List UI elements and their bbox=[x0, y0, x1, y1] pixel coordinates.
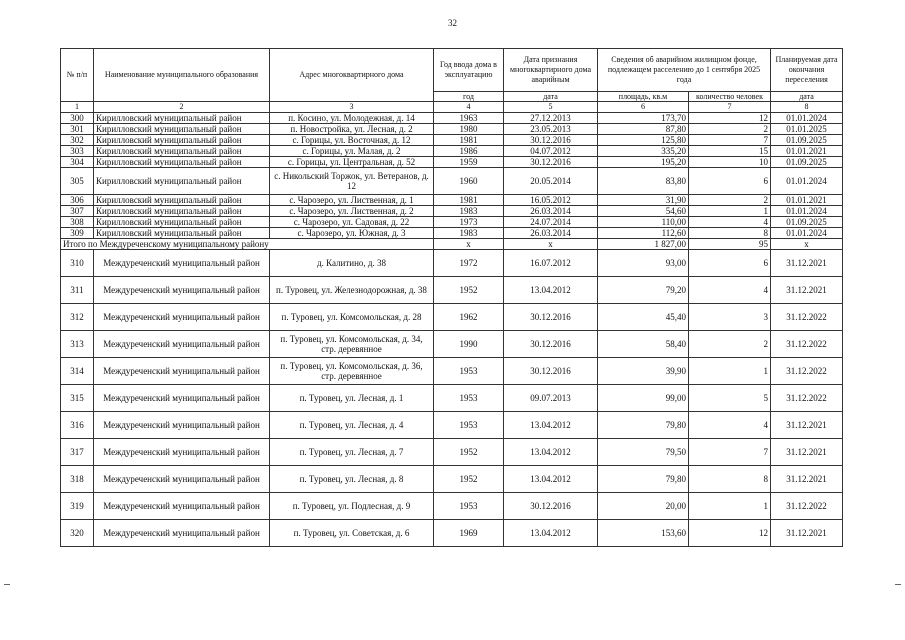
row-number: 316 bbox=[61, 412, 94, 439]
row-number: 304 bbox=[61, 157, 94, 168]
table-row bbox=[61, 135, 843, 146]
row-area: 20,00 bbox=[598, 493, 689, 520]
row-municipality: Междуреченский муниципальный район bbox=[94, 358, 270, 385]
row-year: 1969 bbox=[434, 520, 504, 547]
row-end-date: 01.01.2024 bbox=[771, 113, 843, 124]
row-end-date: 01.01.2025 bbox=[771, 124, 843, 135]
subtotal-date: x bbox=[504, 239, 598, 250]
row-area: 99,00 bbox=[598, 385, 689, 412]
header-info-fund: Сведения об аварийном жилищном фонде, подлежащем расселению до 1 сентября 2025 года bbox=[598, 49, 771, 92]
row-year: 1960 bbox=[434, 168, 504, 195]
row-municipality: Кирилловский муниципальный район bbox=[94, 157, 270, 168]
row-year: 1973 bbox=[434, 217, 504, 228]
row-municipality: Кирилловский муниципальный район bbox=[94, 195, 270, 206]
row-year: 1980 bbox=[434, 124, 504, 135]
row-address: п. Туровец, ул. Лесная, д. 4 bbox=[270, 412, 434, 439]
row-number: 306 bbox=[61, 195, 94, 206]
row-end-date: 01.09.2025 bbox=[771, 135, 843, 146]
row-recognition-date: 26.03.2014 bbox=[504, 206, 598, 217]
subtotal-end: x bbox=[771, 239, 843, 250]
row-recognition-date: 30.12.2016 bbox=[504, 331, 598, 358]
row-people: 3 bbox=[689, 304, 771, 331]
row-municipality: Междуреченский муниципальный район bbox=[94, 304, 270, 331]
row-address: п. Туровец, ул. Лесная, д. 8 bbox=[270, 466, 434, 493]
subheader-area: площадь, кв.м bbox=[598, 92, 689, 102]
row-end-date: 31.12.2021 bbox=[771, 250, 843, 277]
column-number: 1 bbox=[61, 102, 94, 113]
row-address: п. Туровец, ул. Лесная, д. 7 bbox=[270, 439, 434, 466]
row-end-date: 01.01.2021 bbox=[771, 195, 843, 206]
row-number: 301 bbox=[61, 124, 94, 135]
row-area: 79,20 bbox=[598, 277, 689, 304]
table-header bbox=[61, 49, 843, 102]
row-municipality: Кирилловский муниципальный район bbox=[94, 113, 270, 124]
row-address: с. Горицы, ул. Малая, д. 2 bbox=[270, 146, 434, 157]
row-number: 320 bbox=[61, 520, 94, 547]
row-end-date: 31.12.2022 bbox=[771, 493, 843, 520]
row-year: 1981 bbox=[434, 195, 504, 206]
row-people: 1 bbox=[689, 493, 771, 520]
row-number: 310 bbox=[61, 250, 94, 277]
row-recognition-date: 30.12.2016 bbox=[504, 304, 598, 331]
row-year: 1963 bbox=[434, 113, 504, 124]
row-year: 1953 bbox=[434, 358, 504, 385]
row-people: 6 bbox=[689, 250, 771, 277]
header-year-commission: Год ввода дома в эксплуатацию bbox=[434, 49, 504, 92]
row-recognition-date: 30.12.2016 bbox=[504, 157, 598, 168]
column-number: 2 bbox=[94, 102, 270, 113]
table-row bbox=[61, 217, 843, 228]
table-body bbox=[61, 102, 843, 547]
table-row bbox=[61, 277, 843, 304]
row-recognition-date: 23.05.2013 bbox=[504, 124, 598, 135]
header-planned-end: Планируемая дата окончания переселения bbox=[771, 49, 843, 92]
row-people: 8 bbox=[689, 466, 771, 493]
row-year: 1953 bbox=[434, 493, 504, 520]
row-year: 1972 bbox=[434, 250, 504, 277]
row-area: 153,60 bbox=[598, 520, 689, 547]
table-row bbox=[61, 124, 843, 135]
row-end-date: 01.01.2024 bbox=[771, 168, 843, 195]
column-number: 4 bbox=[434, 102, 504, 113]
row-people: 7 bbox=[689, 135, 771, 146]
row-people: 4 bbox=[689, 217, 771, 228]
row-address: с. Чарозеро, ул. Лиственная, д. 1 bbox=[270, 195, 434, 206]
row-recognition-date: 04.07.2012 bbox=[504, 146, 598, 157]
row-recognition-date: 24.07.2014 bbox=[504, 217, 598, 228]
row-recognition-date: 13.04.2012 bbox=[504, 412, 598, 439]
row-municipality: Междуреченский муниципальный район bbox=[94, 250, 270, 277]
row-address: п. Косино, ул. Молодежная, д. 14 bbox=[270, 113, 434, 124]
row-year: 1962 bbox=[434, 304, 504, 331]
row-area: 79,80 bbox=[598, 412, 689, 439]
table-row bbox=[61, 439, 843, 466]
table-row bbox=[61, 195, 843, 206]
row-municipality: Междуреченский муниципальный район bbox=[94, 385, 270, 412]
row-end-date: 31.12.2022 bbox=[771, 304, 843, 331]
table-row bbox=[61, 466, 843, 493]
row-end-date: 31.12.2021 bbox=[771, 520, 843, 547]
scan-edge-mark bbox=[4, 584, 10, 585]
table-row bbox=[61, 304, 843, 331]
row-number: 318 bbox=[61, 466, 94, 493]
row-people: 15 bbox=[689, 146, 771, 157]
table-row bbox=[61, 168, 843, 195]
row-address: с. Горицы, ул. Центральная, д. 52 bbox=[270, 157, 434, 168]
row-number: 305 bbox=[61, 168, 94, 195]
row-municipality: Междуреченский муниципальный район bbox=[94, 277, 270, 304]
subtotal-year: x bbox=[434, 239, 504, 250]
table-row bbox=[61, 113, 843, 124]
row-people: 2 bbox=[689, 124, 771, 135]
row-address: с. Чарозеро, ул. Садовая, д. 22 bbox=[270, 217, 434, 228]
table-row bbox=[61, 331, 843, 358]
table-row bbox=[61, 385, 843, 412]
row-year: 1986 bbox=[434, 146, 504, 157]
row-number: 315 bbox=[61, 385, 94, 412]
row-end-date: 31.12.2021 bbox=[771, 412, 843, 439]
row-municipality: Междуреченский муниципальный район bbox=[94, 439, 270, 466]
subtotal-label: Итого по Междуреченскому муниципальному району bbox=[61, 239, 434, 250]
row-year: 1990 bbox=[434, 331, 504, 358]
row-end-date: 01.09.2025 bbox=[771, 157, 843, 168]
row-recognition-date: 09.07.2013 bbox=[504, 385, 598, 412]
row-end-date: 31.12.2022 bbox=[771, 358, 843, 385]
header-recognition-date: Дата признания многоквартирного дома аварийным bbox=[504, 49, 598, 92]
row-area: 79,50 bbox=[598, 439, 689, 466]
row-address: п. Туровец, ул. Железнодорожная, д. 38 bbox=[270, 277, 434, 304]
row-address: с. Чарозеро, ул. Лиственная, д. 2 bbox=[270, 206, 434, 217]
row-number: 311 bbox=[61, 277, 94, 304]
row-people: 6 bbox=[689, 168, 771, 195]
row-people: 10 bbox=[689, 157, 771, 168]
row-address: п. Туровец, ул. Советская, д. 6 bbox=[270, 520, 434, 547]
row-municipality: Междуреченский муниципальный район bbox=[94, 466, 270, 493]
subtotal-area: 1 827,00 bbox=[598, 239, 689, 250]
row-people: 12 bbox=[689, 113, 771, 124]
subheader-end-date: дата bbox=[771, 92, 843, 102]
row-year: 1953 bbox=[434, 412, 504, 439]
table-row bbox=[61, 412, 843, 439]
header-num: № п/п bbox=[61, 49, 94, 102]
column-number: 7 bbox=[689, 102, 771, 113]
row-area: 112,60 bbox=[598, 228, 689, 239]
row-people: 1 bbox=[689, 206, 771, 217]
row-number: 303 bbox=[61, 146, 94, 157]
row-area: 45,40 bbox=[598, 304, 689, 331]
row-number: 313 bbox=[61, 331, 94, 358]
table-row bbox=[61, 157, 843, 168]
row-area: 31,90 bbox=[598, 195, 689, 206]
row-municipality: Междуреченский муниципальный район bbox=[94, 412, 270, 439]
row-number: 312 bbox=[61, 304, 94, 331]
row-year: 1952 bbox=[434, 439, 504, 466]
row-municipality: Кирилловский муниципальный район bbox=[94, 124, 270, 135]
row-recognition-date: 20.05.2014 bbox=[504, 168, 598, 195]
row-recognition-date: 16.05.2012 bbox=[504, 195, 598, 206]
row-municipality: Кирилловский муниципальный район bbox=[94, 228, 270, 239]
subheader-date: дата bbox=[504, 92, 598, 102]
scan-edge-mark bbox=[895, 584, 901, 585]
row-area: 173,70 bbox=[598, 113, 689, 124]
row-people: 1 bbox=[689, 358, 771, 385]
row-recognition-date: 13.04.2012 bbox=[504, 439, 598, 466]
row-address: с. Горицы, ул. Восточная, д. 12 bbox=[270, 135, 434, 146]
row-people: 4 bbox=[689, 277, 771, 304]
row-municipality: Междуреченский муниципальный район bbox=[94, 493, 270, 520]
row-municipality: Междуреченский муниципальный район bbox=[94, 520, 270, 547]
table-row bbox=[61, 146, 843, 157]
row-area: 195,20 bbox=[598, 157, 689, 168]
row-area: 79,80 bbox=[598, 466, 689, 493]
subheader-year: год bbox=[434, 92, 504, 102]
row-end-date: 31.12.2021 bbox=[771, 466, 843, 493]
row-area: 110,00 bbox=[598, 217, 689, 228]
row-area: 125,80 bbox=[598, 135, 689, 146]
subheader-people: количество человек bbox=[689, 92, 771, 102]
row-recognition-date: 16.07.2012 bbox=[504, 250, 598, 277]
row-recognition-date: 13.04.2012 bbox=[504, 277, 598, 304]
column-number-row bbox=[61, 102, 843, 113]
row-number: 300 bbox=[61, 113, 94, 124]
row-number: 307 bbox=[61, 206, 94, 217]
row-address: п. Туровец, ул. Комсомольская, д. 34, стр. деревянное bbox=[270, 331, 434, 358]
row-address: п. Туровец, ул. Комсомольская, д. 28 bbox=[270, 304, 434, 331]
row-recognition-date: 27.12.2013 bbox=[504, 113, 598, 124]
row-municipality: Междуреченский муниципальный район bbox=[94, 331, 270, 358]
row-area: 87,80 bbox=[598, 124, 689, 135]
table-row bbox=[61, 493, 843, 520]
row-end-date: 01.09.2025 bbox=[771, 217, 843, 228]
row-end-date: 01.01.2024 bbox=[771, 206, 843, 217]
table-row bbox=[61, 228, 843, 239]
table-row bbox=[61, 520, 843, 547]
row-end-date: 31.12.2022 bbox=[771, 331, 843, 358]
row-area: 335,20 bbox=[598, 146, 689, 157]
row-year: 1952 bbox=[434, 466, 504, 493]
row-number: 302 bbox=[61, 135, 94, 146]
row-end-date: 31.12.2021 bbox=[771, 439, 843, 466]
row-address: д. Калитино, д. 38 bbox=[270, 250, 434, 277]
row-year: 1952 bbox=[434, 277, 504, 304]
table-row bbox=[61, 358, 843, 385]
table-row bbox=[61, 250, 843, 277]
row-year: 1981 bbox=[434, 135, 504, 146]
row-recognition-date: 13.04.2012 bbox=[504, 466, 598, 493]
row-end-date: 31.12.2021 bbox=[771, 277, 843, 304]
row-municipality: Кирилловский муниципальный район bbox=[94, 217, 270, 228]
column-number: 6 bbox=[598, 102, 689, 113]
row-end-date: 01.01.2021 bbox=[771, 146, 843, 157]
row-municipality: Кирилловский муниципальный район bbox=[94, 135, 270, 146]
row-address: п. Туровец, ул. Лесная, д. 1 bbox=[270, 385, 434, 412]
row-recognition-date: 30.12.2016 bbox=[504, 135, 598, 146]
row-area: 54,60 bbox=[598, 206, 689, 217]
row-end-date: 31.12.2022 bbox=[771, 385, 843, 412]
row-address: с. Никольский Торжок, ул. Ветеранов, д. 12 bbox=[270, 168, 434, 195]
row-people: 8 bbox=[689, 228, 771, 239]
column-number: 5 bbox=[504, 102, 598, 113]
page-number: 32 bbox=[448, 18, 457, 28]
row-people: 7 bbox=[689, 439, 771, 466]
row-people: 12 bbox=[689, 520, 771, 547]
column-number: 8 bbox=[771, 102, 843, 113]
row-municipality: Кирилловский муниципальный район bbox=[94, 206, 270, 217]
row-number: 309 bbox=[61, 228, 94, 239]
row-area: 58,40 bbox=[598, 331, 689, 358]
table-row bbox=[61, 206, 843, 217]
row-people: 5 bbox=[689, 385, 771, 412]
row-year: 1953 bbox=[434, 385, 504, 412]
row-number: 308 bbox=[61, 217, 94, 228]
row-number: 314 bbox=[61, 358, 94, 385]
row-end-date: 01.01.2024 bbox=[771, 228, 843, 239]
row-year: 1959 bbox=[434, 157, 504, 168]
row-address: п. Туровец, ул. Подлесная, д. 9 bbox=[270, 493, 434, 520]
row-address: п. Туровец, ул. Комсомольская, д. 36, стр. деревянное bbox=[270, 358, 434, 385]
row-year: 1983 bbox=[434, 206, 504, 217]
row-recognition-date: 30.12.2016 bbox=[504, 358, 598, 385]
row-year: 1983 bbox=[434, 228, 504, 239]
row-recognition-date: 13.04.2012 bbox=[504, 520, 598, 547]
row-area: 93,00 bbox=[598, 250, 689, 277]
row-number: 317 bbox=[61, 439, 94, 466]
row-municipality: Кирилловский муниципальный район bbox=[94, 168, 270, 195]
row-municipality: Кирилловский муниципальный район bbox=[94, 146, 270, 157]
subtotal-people: 95 bbox=[689, 239, 771, 250]
row-address: п. Новостройка, ул. Лесная, д. 2 bbox=[270, 124, 434, 135]
row-area: 39,90 bbox=[598, 358, 689, 385]
row-people: 2 bbox=[689, 331, 771, 358]
row-area: 83,80 bbox=[598, 168, 689, 195]
header-address: Адрес многоквартирного дома bbox=[270, 49, 434, 102]
emergency-housing-table bbox=[60, 48, 843, 547]
column-number: 3 bbox=[270, 102, 434, 113]
header-municipality: Наименование муниципального образования bbox=[94, 49, 270, 102]
row-people: 2 bbox=[689, 195, 771, 206]
row-number: 319 bbox=[61, 493, 94, 520]
row-people: 4 bbox=[689, 412, 771, 439]
subtotal-row bbox=[61, 239, 843, 250]
row-recognition-date: 26.03.2014 bbox=[504, 228, 598, 239]
row-address: с. Чарозеро, ул. Южная, д. 3 bbox=[270, 228, 434, 239]
row-recognition-date: 30.12.2016 bbox=[504, 493, 598, 520]
